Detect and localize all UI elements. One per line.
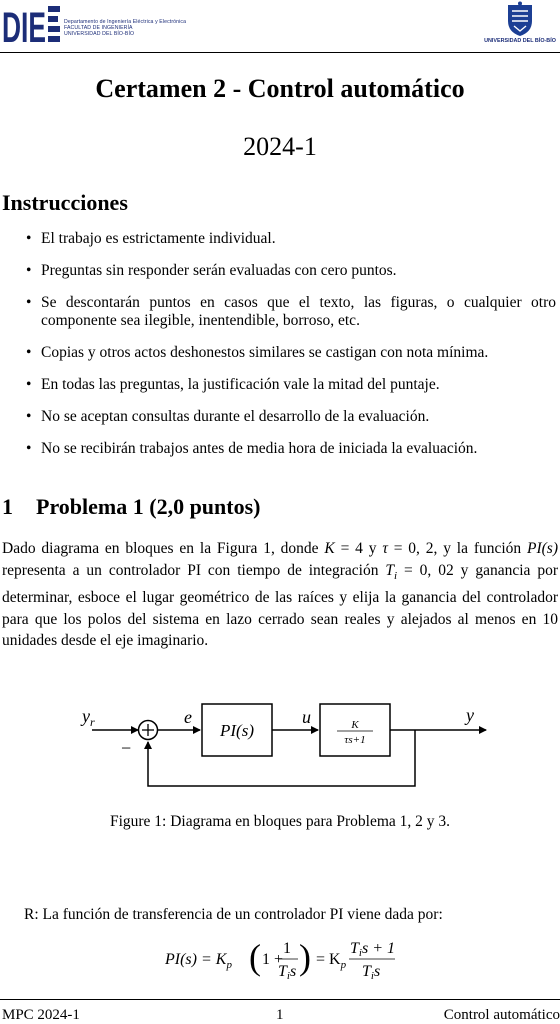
section-title: Problema 1 (2,0 puntos) (36, 494, 261, 519)
pi-block-label: PI(s) (220, 721, 254, 740)
instruction-item: • En todas las preguntas, la justificación vale la mitad del puntaje. (26, 376, 440, 393)
diie-logo (2, 2, 62, 52)
bullet-icon: • (26, 408, 32, 425)
university-seal-icon (500, 1, 540, 37)
block-diagram (0, 690, 560, 800)
bullet-icon: • (26, 376, 32, 393)
document-title: Certamen 2 - Control automático (95, 74, 465, 103)
figure-caption: Figure 1: Diagrama en bloques para Problema 1, 2 y 3. (109, 813, 451, 830)
footer-subject: Control automático (443, 1007, 560, 1023)
department-name: Departamento de Ingeniería Eléctrica y Electrónica FACULTAD DE INGENIERÍA UNIVERSIDAD DEL BÍO-BÍO (64, 19, 187, 37)
eq-frac1-num: 1 (283, 940, 291, 957)
footer-divider (0, 999, 560, 1000)
document-subtitle: 2024-1 (243, 132, 317, 161)
instruction-item: • Preguntas sin responder serán evaluadas con cero puntos. (26, 262, 397, 279)
plant-numerator: K (351, 719, 359, 731)
instruction-item: • No se recibirán trabajos antes de media hora de iniciada la evaluación. (26, 440, 478, 457)
instruction-item: • El trabajo es estrictamente individual. (26, 230, 276, 247)
eq-frac2-num: Tis + 1 (350, 940, 395, 959)
bullet-icon: • (26, 262, 32, 279)
page-header (0, 0, 560, 52)
label-minus: − (121, 738, 132, 758)
pi-equation (0, 932, 560, 984)
label-yr: $y_r$ (82, 706, 95, 729)
footer-page-number: 1 (276, 1007, 284, 1023)
bullet-icon: • (26, 344, 32, 361)
label-y: y (466, 705, 474, 725)
diie-logo-letters: DIE (2, 4, 46, 52)
eq-open-paren: ( (249, 937, 261, 977)
eq-rhs: = $K_p$ (316, 951, 347, 971)
eq-frac2-den: Tis (362, 963, 381, 982)
summing-junction (139, 721, 158, 740)
eq-one-plus: 1 + (262, 951, 284, 968)
plant-denominator: τs+1 (344, 734, 366, 746)
eq-lhs: $PI(s) = K_p$ (165, 951, 232, 971)
instructions-heading: Instrucciones (2, 190, 128, 215)
problem-statement: Dado diagrama en bloques en la Figura 1, donde K = 4 y τ = 0, 2, y la función PI(s) representa a un controlador PI con tiempo de integración $T_i = 0$, 02 y ganancia por determinar, esboce el lugar geométrico de las raíces y elija la ganancia del controlador para que los polos del sistema en lazo cerrado sean reales y alejados al menos en 10 unidades desde el eje imaginario. (2, 540, 559, 650)
header-divider (0, 52, 560, 53)
bullet-icon: • (26, 294, 32, 311)
instruction-item: • Se descontarán puntos en casos que el texto, las figuras, o cualquier otro componente sea ilegible, inentendible, borroso, etc. (26, 294, 556, 329)
label-u: u (302, 707, 311, 727)
bullet-icon: • (26, 440, 32, 457)
instructions-list (0, 230, 560, 472)
bullet-icon: • (26, 230, 32, 247)
feedback-path (148, 730, 415, 786)
footer-course: MPC 2024-1 (2, 1007, 80, 1023)
label-e: e (184, 707, 192, 727)
university-name: UNIVERSIDAD DEL BÍO-BÍO (484, 38, 556, 44)
answer-intro: R: La función de transferencia de un controlador PI viene dada por: (24, 906, 443, 923)
eq-close-paren: ) (299, 937, 311, 977)
instruction-item: • No se aceptan consultas durante el desarrollo de la evaluación. (26, 408, 430, 425)
section-number: 1 (2, 494, 13, 519)
eq-frac1-den: Tis (278, 963, 297, 982)
instruction-item: • Copias y otros actos deshonestos similares se castigan con nota mínima. (26, 344, 489, 361)
